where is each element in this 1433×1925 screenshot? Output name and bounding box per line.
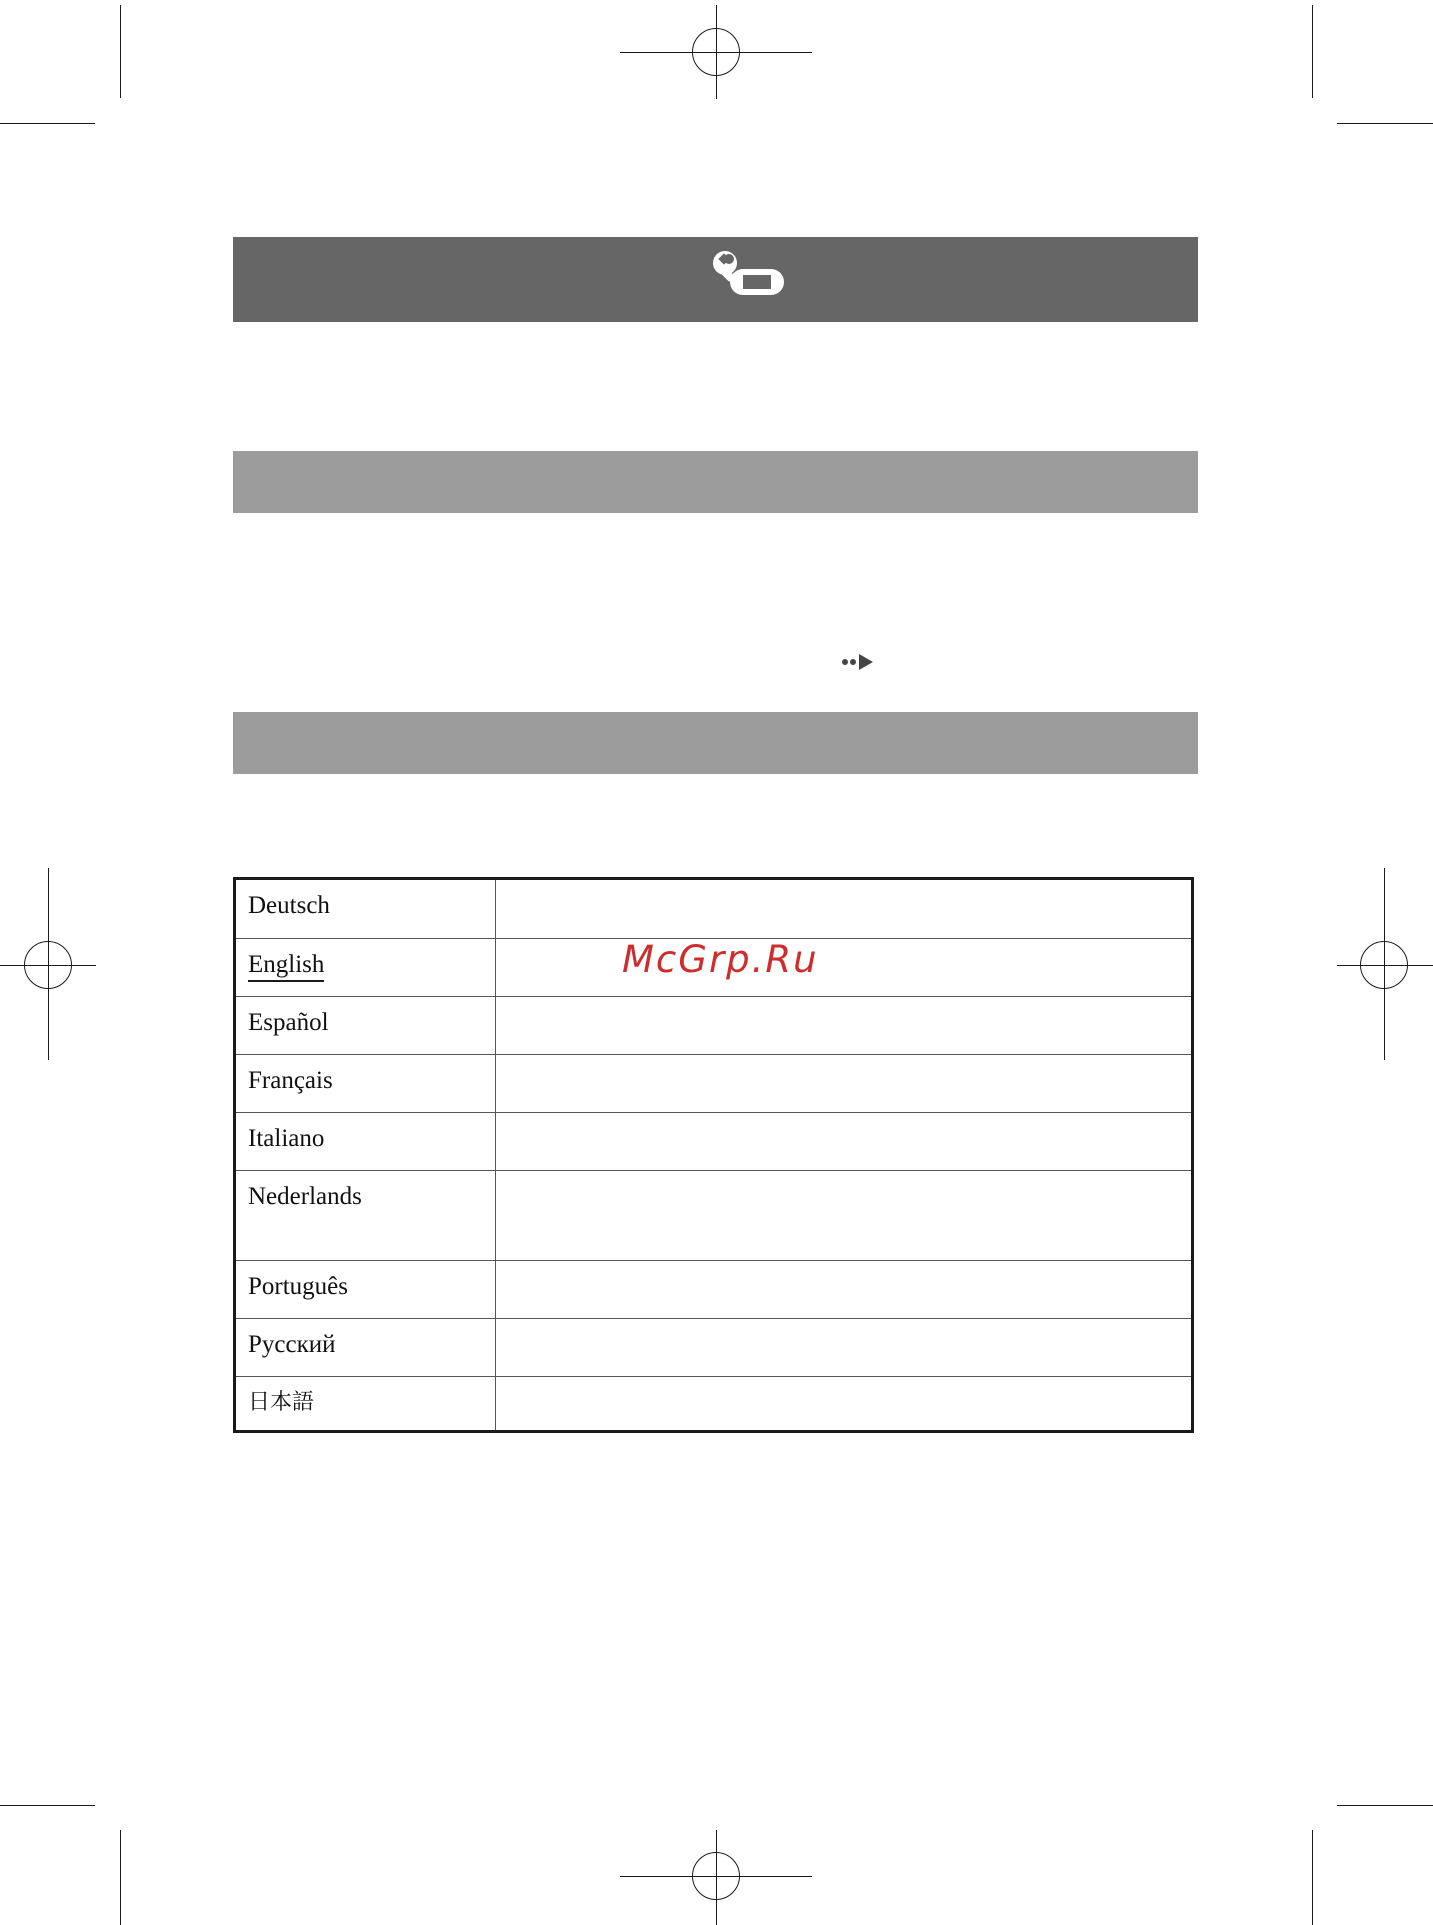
- table-row: [236, 1054, 1191, 1112]
- crop-mark: [0, 123, 95, 124]
- registration-circle: [692, 1852, 740, 1900]
- registration-circle: [1360, 941, 1408, 989]
- section-header-bar: [233, 712, 1198, 774]
- settings-wrench-handheld-icon: [710, 249, 786, 299]
- section-header-bar: [233, 451, 1198, 513]
- next-page-arrow-icon: [840, 652, 876, 672]
- language-label: Português: [248, 1273, 348, 1300]
- language-label: 日本語: [248, 1390, 315, 1415]
- registration-circle: [24, 941, 72, 989]
- table-row: [236, 1318, 1191, 1376]
- language-label: Italiano: [248, 1125, 325, 1152]
- language-label: Русский: [248, 1331, 336, 1358]
- language-label-selected: English: [248, 951, 324, 982]
- crop-mark: [1337, 1805, 1433, 1806]
- language-label: Français: [248, 1067, 333, 1094]
- crop-mark: [120, 5, 121, 98]
- crop-mark: [1312, 5, 1313, 98]
- table-row: [236, 1170, 1191, 1260]
- language-label: Deutsch: [248, 892, 330, 919]
- table-row: [236, 1112, 1191, 1170]
- table-row: [236, 1376, 1191, 1430]
- watermark: McGrp.Ru: [622, 938, 819, 981]
- crop-mark: [120, 1830, 121, 1925]
- table-row: [236, 1260, 1191, 1318]
- language-label: Nederlands: [248, 1183, 362, 1210]
- table-row: [236, 880, 1191, 938]
- language-label: Español: [248, 1009, 329, 1036]
- table-row: [236, 996, 1191, 1054]
- crop-mark: [1312, 1830, 1313, 1925]
- crop-mark: [0, 1805, 95, 1806]
- registration-circle: [692, 28, 740, 76]
- crop-mark: [1337, 123, 1433, 124]
